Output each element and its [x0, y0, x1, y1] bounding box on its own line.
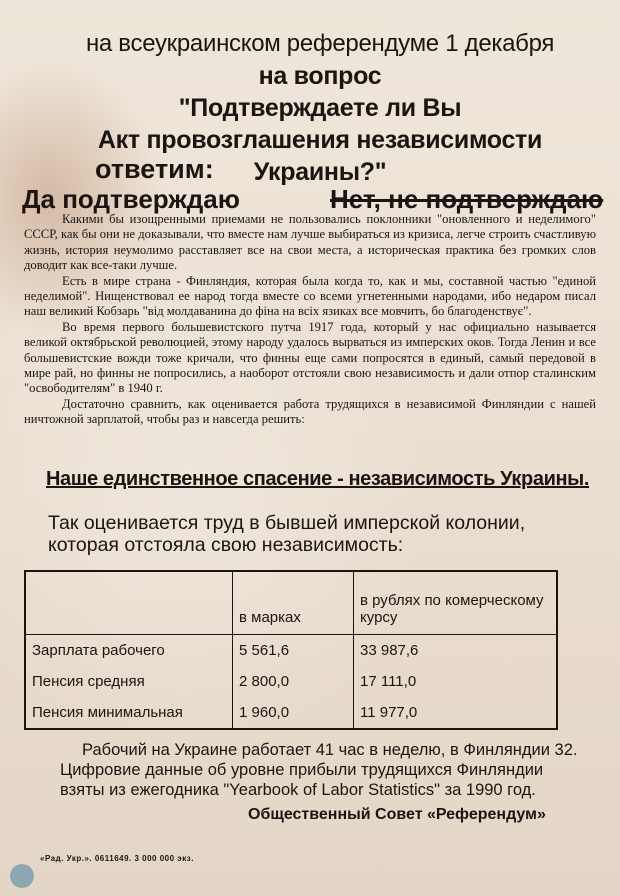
table-cell: 17 111,0 [354, 666, 558, 697]
table-row [25, 697, 557, 729]
footer-text [60, 740, 590, 800]
watermark-logo-icon [10, 864, 34, 888]
answer-label: ответим: [95, 154, 214, 184]
headline-line-5: Украины?" [253, 158, 387, 186]
table-header-row [25, 571, 557, 635]
print-imprint: «Рад. Укр.». 0611649. 3 000 000 экз. [40, 854, 194, 863]
body-paragraph-3: Во время первого большевистского путча 1917 года, который у нас официально называется великой октябрьской революцией, этому народу удалось вырваться из имперских оков. Тогда Ленин и все большевистские вожди тоже кричали, что финны еще сами попросятся в единый, самый передовой в мире рай, но финны не попросились, а наоборот отстояли свою независимость и дали отпор сталинским "освободителям" в 1940 г. [24, 319, 596, 396]
table-cell: 11 977,0 [354, 697, 558, 729]
answer-no-struck: Нет, не подтверждаю [330, 184, 604, 214]
table-cell: 1 960,0 [233, 697, 354, 729]
table-cell: Зарплата рабочего [32, 642, 165, 659]
table-row [25, 635, 557, 667]
body-paragraph-1: Какими бы изощренными приемами не пользовались поклонники "оновленного и неделимого" СССР, как бы они не доказывали, что вместе нам лучше выбираться из кризиса, легче строить счастливую жизнь, история неумолимо расставляет все на свои места, а историческая практика без громких слов доводит как все-таки лучше. [24, 212, 596, 273]
headline-line-2: на вопрос [258, 62, 382, 90]
body-paragraph-2: Есть в мире страна - Финляндия, которая была когда то, как и мы, составной частью "единой неделимой". Нищенствовал ее народ тогда вместе со всеми угнетенными народами, ибо недаром писал наш великий Кобзарь "від молдаванина до фіна на всіх язиках все мовчить, бо благоденствує". [24, 273, 596, 319]
table-row [25, 666, 557, 697]
table-header-cell: в рублях по комерческому курсу [354, 571, 558, 635]
footer-paragraph-2: Цифровие данные об уровне прибыли трудящихся Финляндии взяты из ежегодника "Yearbook of Labor Statistics" за 1990 год. [60, 761, 544, 799]
table-cell: Пенсия средняя [32, 672, 145, 690]
answer-yes: Да подтверждаю [22, 184, 240, 214]
table-cell: 2 800,0 [233, 666, 354, 697]
body-text [24, 212, 596, 428]
table-cell: 33 987,6 [354, 635, 558, 667]
headline-line-3: "Подтверждаете ли Вы [178, 94, 462, 122]
table-header-cell: в марках [233, 571, 354, 635]
wage-table [24, 570, 558, 730]
table-cell: Пенсия минимальная [32, 703, 183, 721]
table-header-cell [25, 571, 233, 635]
colony-text: Так оценивается труд в бывшей имперской колонии, которая отстояла свою независимость: [48, 512, 526, 556]
table-cell: 5 561,6 [233, 635, 354, 667]
headline-line-4: Акт провозглашения независимости [97, 126, 543, 154]
signature: Общественный Совет «Референдум» [248, 806, 546, 823]
headline-line-1: на всеукраинском референдуме 1 декабря [85, 30, 555, 57]
body-paragraph-4: Достаточно сравнить, как оценивается работа трудящихся в независимой Финляндии с нашей ничтожной зарплатой, чтобы раз и навсегда решить: [24, 396, 596, 427]
slogan: Наше единственное спасение - независимость Украины. [46, 468, 589, 490]
footer-paragraph-1: Рабочий на Украине работает 41 час в неделю, в Финляндии 32. [82, 741, 578, 759]
